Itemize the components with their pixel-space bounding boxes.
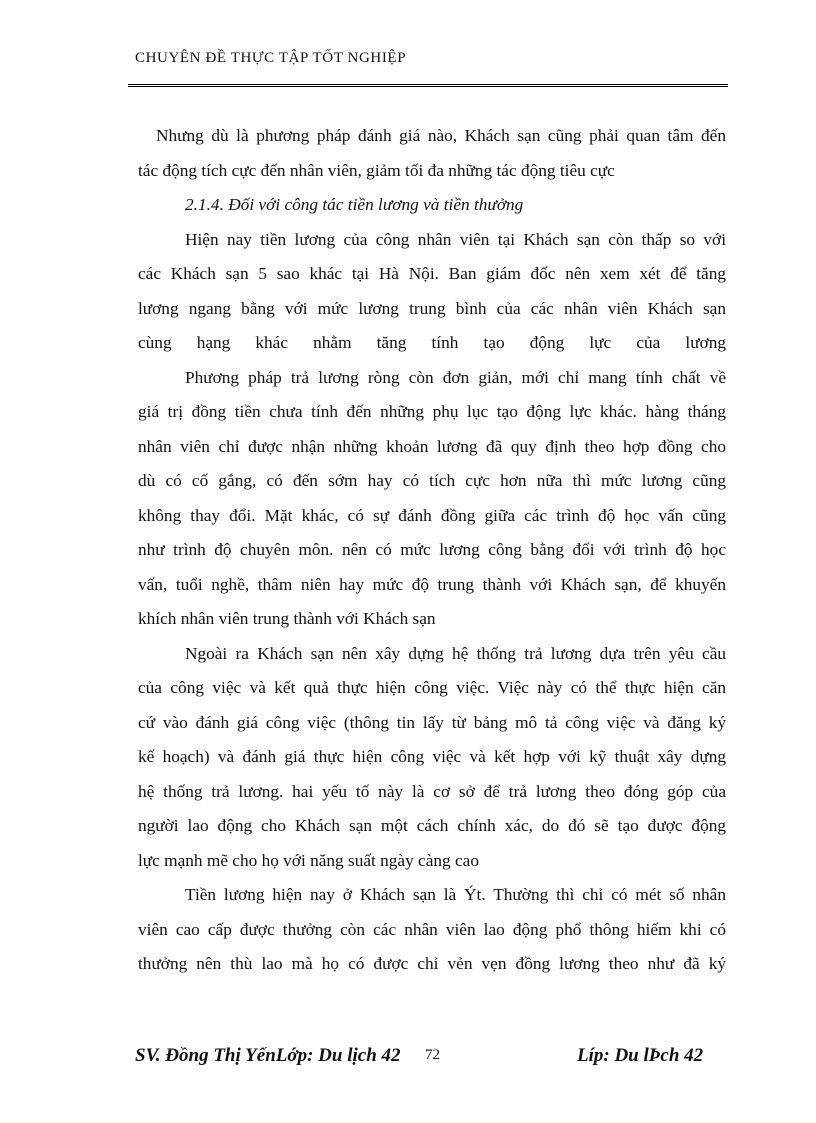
header-divider <box>128 84 728 87</box>
page-footer <box>135 1045 715 1075</box>
text-line: vấn, tuổi nghề, thâm niên hay mức độ trung thành với Khách sạn, để khuyến <box>138 574 726 594</box>
text-line: Tiền lương hiện nay ở Khách sạn là Ýt. Thường thì chỉ có mét số nhân <box>185 885 726 904</box>
text-line: lực mạnh mẽ cho họ với năng suất ngày càng cao <box>138 850 479 870</box>
text-line: như trình độ chuyên môn. nên có mức lương công bằng đối với trình độ học <box>138 540 726 559</box>
text-line: cứ vào đánh giá công việc (thông tin lấy từ bảng mô tả công việc và đăng ký <box>138 712 726 732</box>
page-number: 72 <box>425 1047 440 1063</box>
text-line: viên cao cấp được thưởng còn các nhân viên lao động phổ thông hiếm khi có <box>138 919 726 939</box>
text-line: Hiện nay tiền lương của công nhân viên tại Khách sạn còn thấp so với <box>185 229 726 249</box>
text-line: Nhưng dù là phương pháp đánh giá nào, Khách sạn cũng phải quan tâm đến <box>156 126 726 145</box>
footer-author: SV. Đồng Thị YếnLớp: Du lịch 42 <box>135 1045 401 1066</box>
text-line: giá trị đồng tiền chưa tính đến những phụ lục tạo động lực khác. hàng tháng <box>138 402 726 421</box>
section-heading: 2.1.4. Đối với công tác tiền lương và tiền thưởng <box>185 195 524 214</box>
text-line: khích nhân viên trung thành với Khách sạn <box>138 609 436 628</box>
text-line: không thay đổi. Mặt khác, có sự đánh đồng giữa các trình độ học vấn cũng <box>138 505 726 525</box>
text-line: Ngoài ra Khách sạn nên xây dựng hệ thống trả lương dựa trên yêu cầu <box>185 643 726 663</box>
text-line: tác động tích cực đến nhân viên, giảm tối đa những tác động tiêu cực <box>138 160 615 180</box>
text-line: nhân viên chỉ được nhận những khoản lương đã quy định theo hợp đồng cho <box>138 436 726 456</box>
text-line: Phương pháp trả lương ròng còn đơn giản, mới chỉ mang tính chất về <box>185 367 726 387</box>
document-body <box>138 119 726 982</box>
text-line: thưởng nên thù lao mà họ có được chỉ vẻn vẹn đồng lương theo như đã ký <box>138 954 726 973</box>
text-line: dù có cố gắng, có đến sớm hay có tích cực hơn nữa thì mức lương cũng <box>138 471 726 490</box>
text-line: của công việc và kết quả thực hiện công việc. Việc này có thể thực hiện căn <box>138 678 726 697</box>
text-line: hệ thống trả lương. hai yếu tố này là cơ sở để trả lương theo đóng góp của <box>138 781 726 801</box>
text-line: người lao động cho Khách sạn một cách chính xác, do đó sẽ tạo được động <box>138 816 726 835</box>
text-line: cùng hạng khác nhằm tăng tính tạo động lực của lương <box>138 333 726 352</box>
text-line: kế hoạch) và đánh giá thực hiện công việc và kết hợp với kỹ thuật xây dựng <box>138 747 726 766</box>
footer-class: Líp: Du lÞch 42 <box>577 1045 704 1066</box>
text-line: lương ngang bằng với mức lương trung bình của các nhân viên Khách sạn <box>138 298 726 318</box>
text-line: các Khách sạn 5 sao khác tại Hà Nội. Ban giám đốc nên xem xét để tăng <box>138 264 726 283</box>
page-header: CHUYÊN ĐỀ THỰC TẬP TỐT NGHIỆP <box>135 50 407 66</box>
